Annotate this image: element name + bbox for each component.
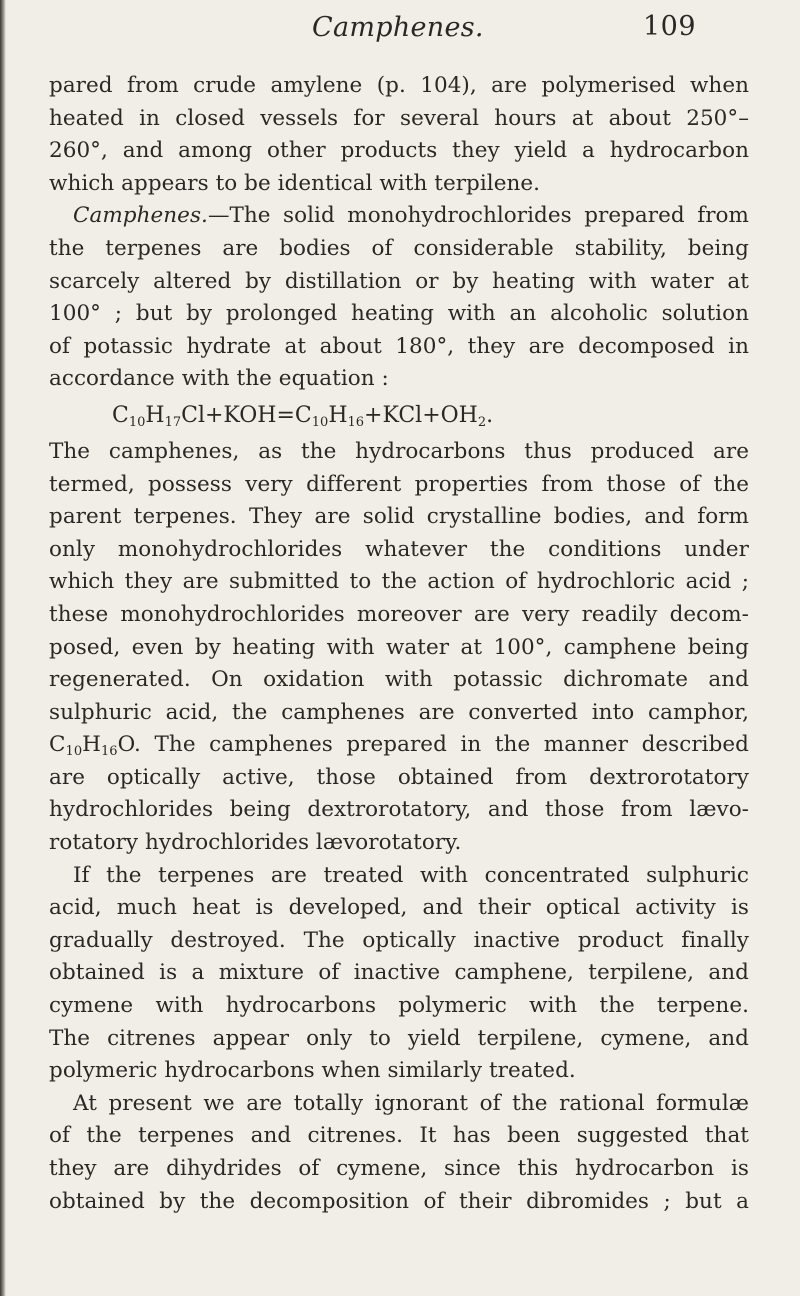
text-line: termed, possess very different properties from those of the [49,471,749,497]
text-line: these monohydrochlorides moreover are very readily decom- [49,601,749,627]
text-line: the terpenes are bodies of considerable stability, being [49,235,749,261]
text-line: posed, even by heating with water at 100°, camphene being [49,634,749,660]
text-line: The camphenes, as the hydrocarbons thus produced are [49,438,749,464]
text-line: of potassic hydrate at about 180°, they are decomposed in [49,333,749,359]
formula-part: H [82,732,101,758]
running-head [0,6,800,46]
text-line: accordance with the equation : [49,366,389,392]
text-line: regenerated. On oxidation with potassic dichromate and [49,667,749,693]
formula-part: O. [117,732,141,758]
chemical-equation [49,396,749,436]
text-line: gradually destroyed. The optically inactive product finally [49,927,749,953]
text-line: The citrenes appear only to yield terpilene, cymene, and [49,1025,749,1051]
eq-sub: 10 [311,414,329,430]
text-span: The camphenes prepared in the manner described [140,732,749,758]
text-span: —The solid monohydrochlorides prepared from [207,203,749,229]
eq-part: +KCl+OH [364,402,478,428]
text-line: hydrochlorides being dextrorotatory, and those from lævo- [49,797,749,823]
eq-sub: 16 [347,414,365,430]
running-title: Camphenes. [312,12,484,43]
text-line: If the terpenes are treated with concentrated sulphuric [73,862,749,888]
eq-sub: 10 [128,414,146,430]
camphenes-paragraph-start [49,200,749,233]
formula-sub: 16 [100,744,118,760]
eq-part: Cl+KOH=C [181,402,312,428]
text-line: cymene with hydrocarbons polymeric with the terpene. [49,993,749,1019]
formula-sub: 10 [65,744,83,760]
eq-part: H [145,402,165,428]
formula-part: C [49,732,66,758]
text-line: heated in closed vessels for several hours at about 250°– [49,105,749,131]
text-line: pared from crude amylene (p. 104), are polymerised when [49,73,749,98]
text-line: scarcely altered by distillation or by heating with water at [49,268,749,294]
text-line: 100° ; but by prolonged heating with an alcoholic solution [49,301,749,327]
eq-part: C [112,402,129,428]
eq-sub: 2 [477,414,487,430]
text-line: obtained by the decomposition of their dibromides ; but a [49,1188,749,1214]
camphor-formula-line [49,729,749,762]
text-line: polymeric hydrocarbons when similarly treated. [49,1058,576,1084]
text-line: sulphuric acid, the camphenes are converted into camphor, [49,699,749,725]
text-line: which they are submitted to the action of hydrochloric acid ; [49,569,749,595]
eq-sub: 17 [164,414,182,430]
text-line: of the terpenes and citrenes. It has been suggested that [49,1123,749,1149]
page-edge-shadow [0,0,6,1296]
text-line: they are dihydrides of cymene, since this hydrocarbon is [49,1156,749,1181]
page-number: 109 [643,11,697,42]
text-line: rotatory hydrochlorides lævorotatory. [49,830,462,856]
text-line: only monohydrochlorides whatever the conditions under [49,536,749,562]
text-line: At present we are totally ignorant of the rational formulæ [73,1090,749,1116]
text-line: acid, much heat is developed, and their optical activity is [49,895,749,921]
text-line: parent terpenes. They are solid crystalline bodies, and form [49,504,749,530]
text-line: are optically active, those obtained from dextrorotatory [49,764,749,790]
eq-part: . [486,402,494,428]
camphenes-heading: Camphenes. [73,203,208,229]
body-text [49,70,749,1218]
text-line: which appears to be identical with terpilene. [49,170,541,196]
text-line: 260°, and among other products they yield a hydrocarbon [49,138,749,164]
eq-part: H [328,402,348,428]
text-line: obtained is a mixture of inactive camphene, terpilene, and [49,960,749,986]
